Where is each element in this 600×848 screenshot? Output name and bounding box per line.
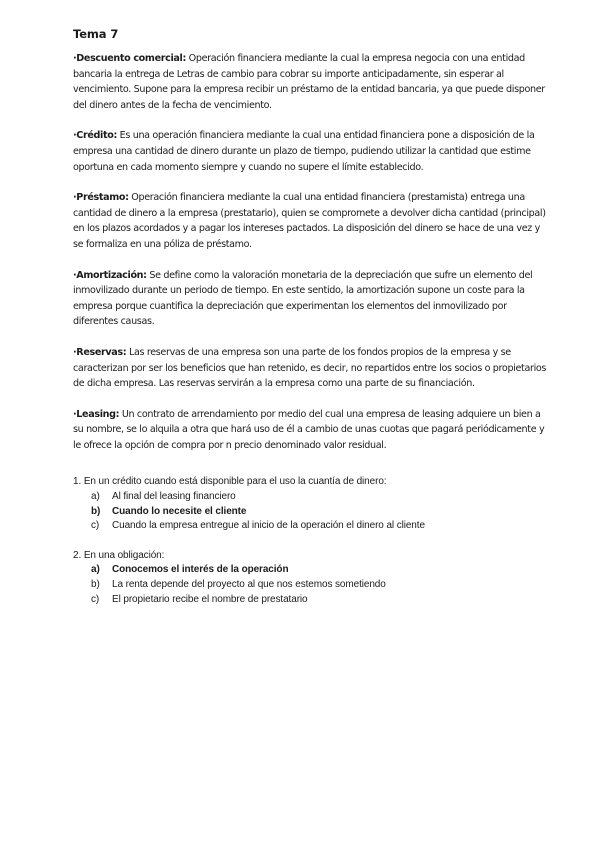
quiz-section xyxy=(73,475,550,607)
definition-text: Operación financiera mediante la cual una entidad financiera (prestamista) entrega una cantidad de dinero a la empresa (prestatario), quien se compromete a devolver dicha cantidad (principal) en los plazos acordados y a pagar los intereses pactados. La disposición del dinero se hace de una vez y se formaliza en una póliza de préstamo. xyxy=(73,192,546,250)
definition-text: Se define como la valoración monetaria de la depreciación que sufre un elemento del inmovilizado durante un periodo de tiempo. En este sentido, la amortización supone un coste para la empresa porque cuantifica la depreciación que experimentan los elementos del inmovilizado por diferentes causas. xyxy=(73,269,533,328)
definition-text: Las reservas de una empresa son una parte de los fondos propios de la empresa y se caracterizan por ser los beneficios que han retenido, es decir, no repartidos entre los socios o propietarios de dicha empresa. Las reservas servirán a la empresa como una parte de su financiación. xyxy=(73,346,547,390)
option-letter: b) xyxy=(91,505,101,517)
definition-term: ·Amortización: xyxy=(73,269,147,281)
definition-leasing xyxy=(73,407,550,454)
question-1 xyxy=(73,475,550,533)
option-letter: a) xyxy=(91,564,100,576)
definition-term: ·Préstamo: xyxy=(73,192,129,204)
option-text: La renta depende del proyecto al que nos estemos sometiendo xyxy=(112,579,386,591)
option-text: El propietario recibe el nombre de prestatario xyxy=(112,593,308,605)
definition-prestamo xyxy=(73,190,550,252)
answer-option-b-correct xyxy=(91,505,550,520)
option-letter: c) xyxy=(91,593,100,605)
definition-term: ·Leasing: xyxy=(73,408,120,420)
option-letter: c) xyxy=(91,520,100,532)
definition-text: Un contrato de arrendamiento por medio del cual una empresa de leasing adquiere un bien a su nombre, se lo alquila a otra que hará uso de él a cambio de unas cuotas que pagará periódicamente y le ofrece la opción de compra por n precio denominado valor residual. xyxy=(73,408,545,451)
answer-options xyxy=(73,563,550,607)
definition-reservas xyxy=(73,345,550,392)
answer-options xyxy=(73,490,550,534)
definition-text: Es una operación financiera mediante la cual una entidad financiera pone a disposición de la empresa una cantidad de dinero durante un plazo de tiempo, pudiendo utilizar la cantidad que estime oportuna en cada momento siempre y cuando no supere el límite establecido. xyxy=(73,130,535,173)
option-text: Conocemos el interés de la operación xyxy=(112,564,289,576)
question-text: 2. En una obligación: xyxy=(73,549,165,561)
definition-amortizacion xyxy=(73,268,550,330)
definition-term: ·Crédito: xyxy=(73,130,117,142)
definition-term: ·Descuento comercial: xyxy=(73,53,186,64)
answer-option-a-correct xyxy=(91,563,550,578)
definition-term: ·Reservas: xyxy=(73,346,127,358)
option-text: Cuando lo necesite el cliente xyxy=(112,505,247,517)
definition-credito xyxy=(73,128,550,175)
option-text: Al final del leasing financiero xyxy=(112,491,236,503)
page-title: Tema 7 xyxy=(73,27,119,41)
option-letter: b) xyxy=(91,579,100,591)
question-text: 1. En un crédito cuando está disponible para el uso la cuantía de dinero: xyxy=(73,476,387,488)
definition-text: Operación financiera mediante la cual la empresa negocia con una entidad bancaria la entrega de Letras de cambio para cobrar su importe anticipadamente, sin esperar al vencimiento. Supone para la empresa recibir un préstamo de la entidad bancaria, ya que puede disponer del dinero antes de la fecha de vencimiento. xyxy=(73,53,545,111)
option-text: Cuando la empresa entregue al inicio de la operación el dinero al cliente xyxy=(112,520,425,532)
definition-descuento-comercial xyxy=(73,51,550,113)
answer-option-c xyxy=(91,593,550,608)
answer-option-a xyxy=(91,490,550,505)
answer-option-b xyxy=(91,578,550,593)
question-2 xyxy=(73,549,550,607)
answer-option-c xyxy=(91,519,550,534)
option-letter: a) xyxy=(91,491,100,503)
definitions-section xyxy=(73,51,550,453)
